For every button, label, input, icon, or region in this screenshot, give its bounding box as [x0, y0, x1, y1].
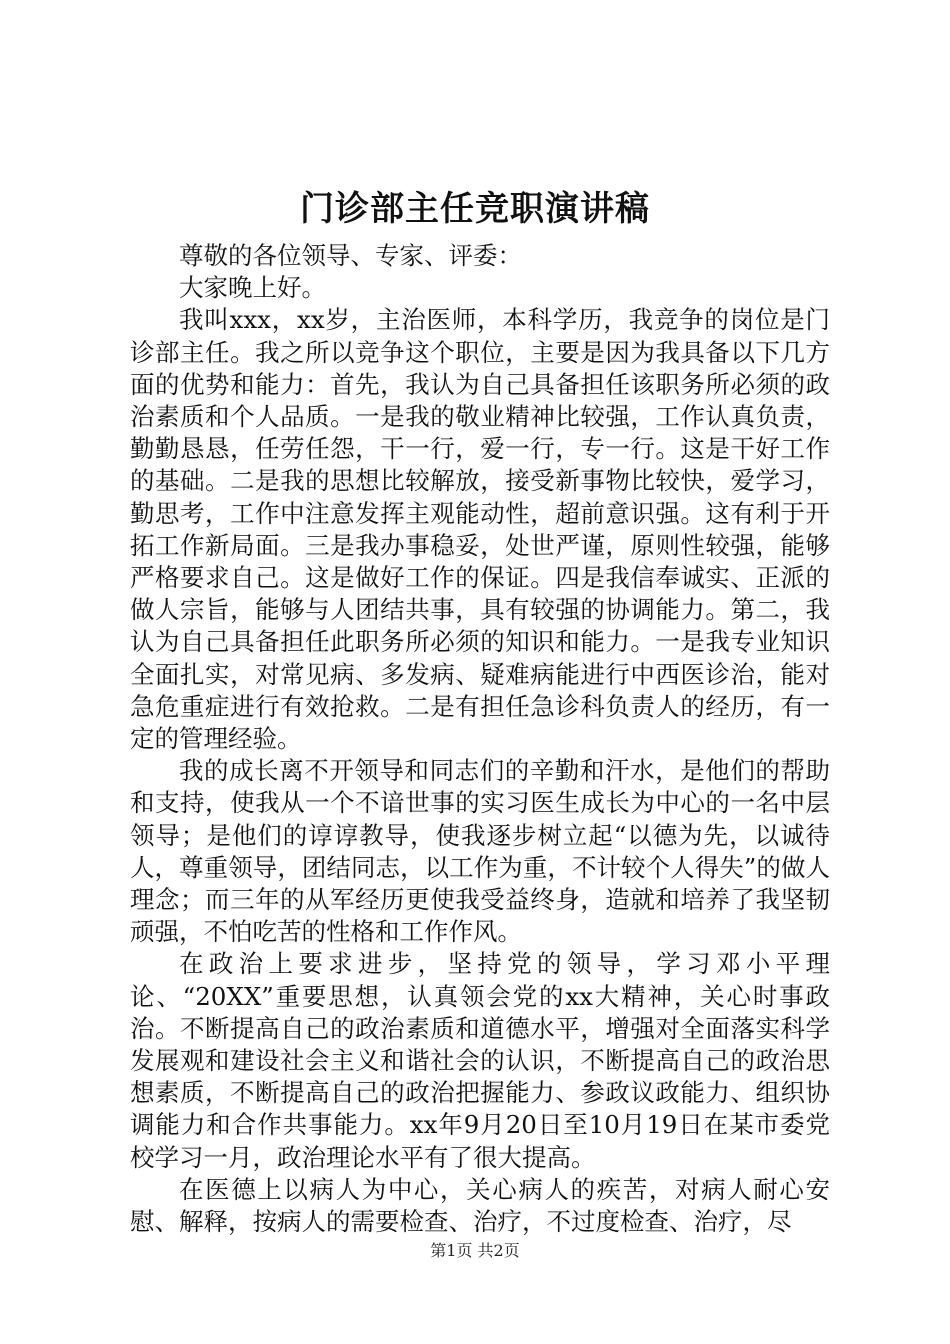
salutation: 尊敬的各位领导、专家、评委：: [179, 241, 522, 270]
body-paragraph: 在医德上以病人为中心，关心病人的疾苦，对病人耐心安慰、解释，按病人的需要检查、治疗，不过度检查、治疗，尽: [130, 1174, 830, 1237]
body-paragraph: 我的成长离不开领导和同志们的辛勤和汗水，是他们的帮助和支持，使我从一个不谙世事的实习医生成长为中心的一名中层领导；是他们的谆谆教导，使我逐步树立起“以德为先，以诚待人，尊重领导，团结同志，以工作为重，不计较个人得失”的做人理念；而三年的从军经历更使我受益终身，造就和培养了我坚韧顽强，不怕吃苦的性格和工作作风。: [130, 756, 830, 947]
document-body: [130, 240, 830, 1238]
document-title: 门诊部主任竞职演讲稿: [300, 189, 650, 229]
body-paragraph: 在政治上要求进步，坚持党的领导，学习邓小平理论、“20XX”重要思想，认真领会党的xx大精神，关心时事政治。不断提高自己的政治素质和道德水平，增强对全面落实科学发展观和建设社会主义和谐社会的认识，不断提高自己的政治思想素质，不断提高自己的政治把握能力、参政议政能力、组织协调能力和合作共事能力。xx年9月20日至10月19日在某市委党校学习一月，政治理论水平有了很大提高。: [130, 949, 830, 1172]
greeting: 大家晚上好。: [179, 273, 326, 303]
page-number: 第1页 共2页: [430, 1241, 520, 1260]
body-paragraph: 我叫xxx，xx岁，主治医师，本科学历，我竞争的岗位是门诊部主任。我之所以竞争这个职位，主要是因为我具备以下几方面的优势和能力：首先，我认为自己具备担任该职务所必须的政治素质和个人品质。一是我的敬业精神比较强，工作认真负责，勤勤恳恳，任劳任怨，干一行，爱一行，专一行。这是干好工作的基础。二是我的思想比较解放，接受新事物比较快，爱学习，勤思考，工作中注意发挥主观能动性，超前意识强。这有利于开拓工作新局面。三是我办事稳妥，处世严谨，原则性较强，能够严格要求自己。这是做好工作的保证。四是我信奉诚实、正派的做人宗旨，能够与人团结共事，具有较强的协调能力。第二，我认为自己具备担任此职务所必须的知识和能力。一是我专业知识全面扎实，对常见病、多发病、疑难病能进行中西医诊治，能对急危重症进行有效抢救。二是有担任急诊科负责人的经历，有一定的管理经验。: [130, 305, 830, 754]
